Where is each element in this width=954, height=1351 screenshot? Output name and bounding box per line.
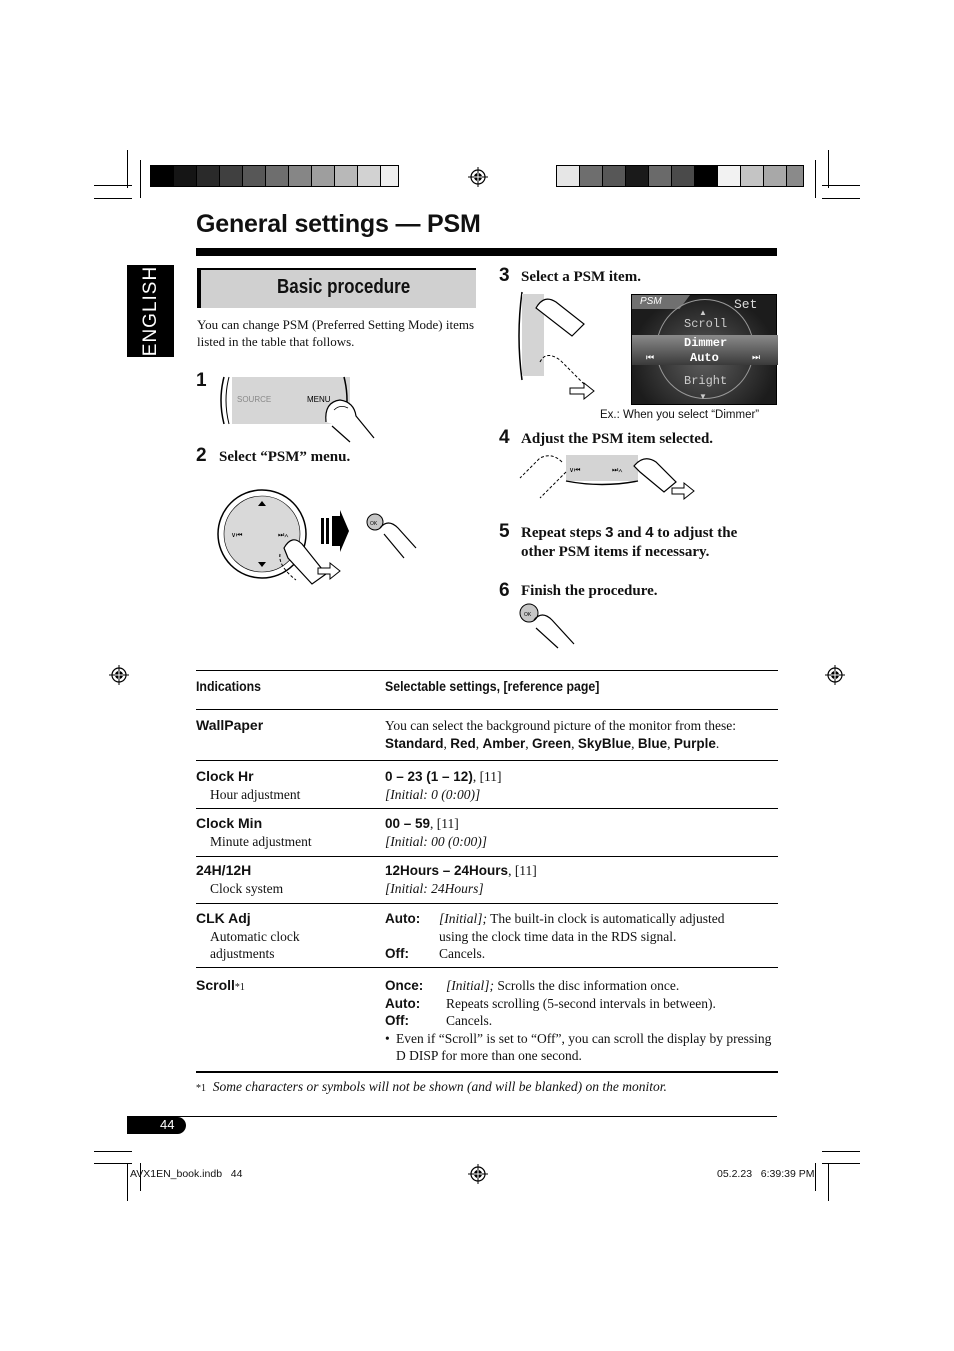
header-settings: Selectable settings, [reference page]: [385, 678, 600, 694]
psm-settings-table: [196, 670, 778, 1073]
header-indications: Indications: [196, 678, 262, 694]
wallpaper-option: Standard: [385, 735, 444, 751]
footnote: *1 Some characters or symbols will not be shown (and will be blanked) on the monitor.: [196, 1079, 667, 1094]
ok-label: OK: [370, 521, 378, 527]
step-3-number: 3: [499, 265, 510, 286]
source-menu-panel-illustration: [216, 372, 376, 444]
step-5-number: 5: [499, 521, 510, 542]
source-label: SOURCE: [237, 395, 272, 404]
section-heading: Basic procedure: [277, 276, 411, 298]
language-tab: [127, 265, 174, 357]
page-number-tab: [127, 1117, 186, 1134]
wallpaper-option: Green: [532, 735, 572, 751]
ok-button-illustration: [516, 602, 578, 650]
step-1-number: 1: [196, 370, 207, 391]
registration-target-icon: [468, 167, 488, 187]
ok-label: OK: [524, 612, 532, 618]
table-row-24h-12h: 24H/12H Clock system 12Hours – 24Hours, [11] [Initial: 24Hours]: [196, 857, 778, 904]
wallpaper-option: Purple: [673, 735, 716, 751]
step-4-text: Adjust the PSM item selected.: [521, 431, 714, 447]
svg-text:∨⏮: ∨⏮: [231, 532, 243, 539]
step-6-text: Finish the procedure.: [521, 583, 658, 599]
wallpaper-option: Blue: [637, 735, 668, 751]
page-number: 44: [160, 1117, 175, 1132]
display-set-label: Set: [734, 297, 758, 312]
footer-file-info: AVX1EN_book.indb 44: [130, 1168, 243, 1180]
display-psm-label: PSM: [640, 296, 662, 307]
display-item-auto: Auto: [690, 351, 719, 365]
wallpaper-option: Red: [450, 735, 476, 751]
footer-date-info: 05.2.23 6:39:39 PM: [717, 1168, 815, 1180]
step-5-text: Repeat steps 3 and 4 to adjust the other PSM items if necessary.: [521, 524, 738, 560]
language-label: ENGLISH: [139, 265, 161, 357]
table-row-wallpaper: WallPaper You can select the background picture of the monitor from these: Standard, Red, Amber, Green, SkyBlue, Blue, Purple.: [196, 710, 778, 761]
step-4-number: 4: [499, 427, 510, 448]
psm-display-screen: PSM Set ▲ Scroll Dimmer Auto ⏮ ⏭ Bright ▼: [631, 294, 777, 405]
step-6-number: 6: [499, 580, 510, 601]
intro-text: You can change PSM (Preferred Setting Mode) items listed in the table that follows.: [197, 317, 475, 349]
svg-text:∨⏮: ∨⏮: [569, 467, 581, 474]
svg-text:⏭∧: ⏭∧: [612, 467, 623, 474]
section-heading-box: [197, 268, 476, 308]
step-3-text: Select a PSM item.: [521, 269, 641, 285]
table-row-clock-min: Clock Min Minute adjustment 00 – 59, [11] [Initial: 00 (0:00)]: [196, 809, 778, 857]
wallpaper-option: Amber: [482, 735, 526, 751]
table-row-scroll: Scroll*1 Once: [Initial]; Scrolls the disc information once. Auto: Repeats scrolling (5-second intervals in between). Off: Cancels. • Even if “Scroll” is set to “Off”, you can scroll the display by pressing D DISP for more than one second.: [196, 968, 778, 1073]
table-row-clock-hr: Clock Hr Hour adjustment 0 – 23 (1 – 12), [11] [Initial: 0 (0:00)]: [196, 761, 778, 809]
footer-rule: [127, 1116, 777, 1117]
step-2-text: Select “PSM” menu.: [219, 449, 351, 465]
title-rule: [196, 248, 777, 256]
menu-label: MENU: [307, 395, 331, 404]
display-item-bright: Bright: [684, 374, 728, 388]
registration-target-icon: [468, 1164, 488, 1184]
registration-target-icon: [109, 665, 129, 685]
dial-leftright-illustration: [516, 450, 696, 502]
display-caption: Ex.: When you select “Dimmer”: [600, 409, 760, 421]
display-item-scroll: Scroll: [684, 317, 728, 331]
control-dial-illustration: [214, 488, 420, 590]
display-item-dimmer: Dimmer: [684, 336, 728, 350]
wallpaper-options: Standard, Red, Amber, Green, SkyBlue, Blue, Purple.: [385, 735, 720, 751]
wallpaper-option: SkyBlue: [577, 735, 632, 751]
table-row-clk-adj: CLK Adj Automatic clock adjustments Auto: [Initial]; The built-in clock is automatically adjusted using the clock time data in the RDS signal. Off: Cancels.: [196, 904, 778, 968]
page-title: General settings — PSM: [196, 210, 481, 238]
registration-target-icon: [825, 665, 845, 685]
table-header-row: [196, 671, 778, 710]
svg-text:⏭∧: ⏭∧: [278, 532, 289, 539]
scroll-note: Even if “Scroll” is set to “Off”, you can scroll the display by pressing D DISP for more than one second.: [396, 1030, 772, 1063]
step-2-number: 2: [196, 445, 207, 466]
dial-updown-illustration: [514, 288, 612, 408]
